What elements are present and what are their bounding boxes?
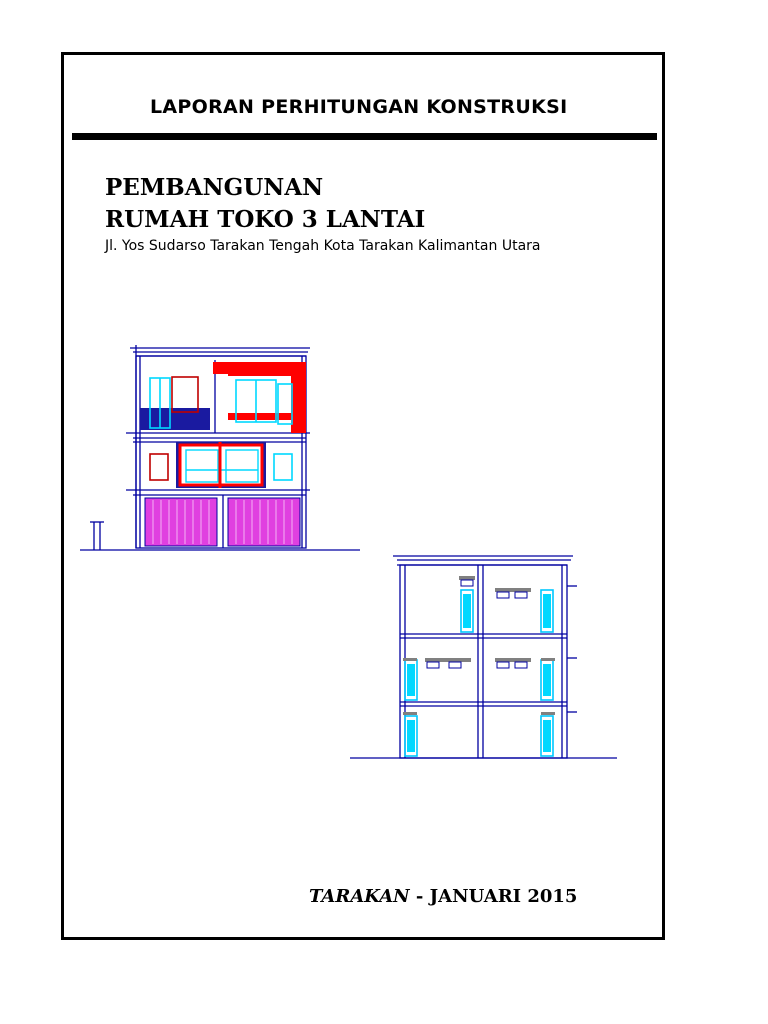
- footer-place-date: [309, 886, 577, 907]
- title-rule: [72, 133, 657, 140]
- footer-date: JANUARI 2015: [429, 886, 578, 907]
- report-title: LAPORAN PERHITUNGAN KONSTRUKSI: [150, 96, 568, 118]
- project-address: Jl. Yos Sudarso Tarakan Tengah Kota Tarakan Kalimantan Utara: [105, 238, 541, 254]
- footer-separator: -: [409, 886, 430, 907]
- project-title-line-1: PEMBANGUNAN: [105, 174, 324, 201]
- project-title-line-2: RUMAH TOKO 3 LANTAI: [105, 206, 426, 233]
- side-elevation-drawing: [345, 550, 620, 765]
- footer-city: TARAKAN: [309, 886, 410, 907]
- front-elevation-drawing: [78, 340, 363, 555]
